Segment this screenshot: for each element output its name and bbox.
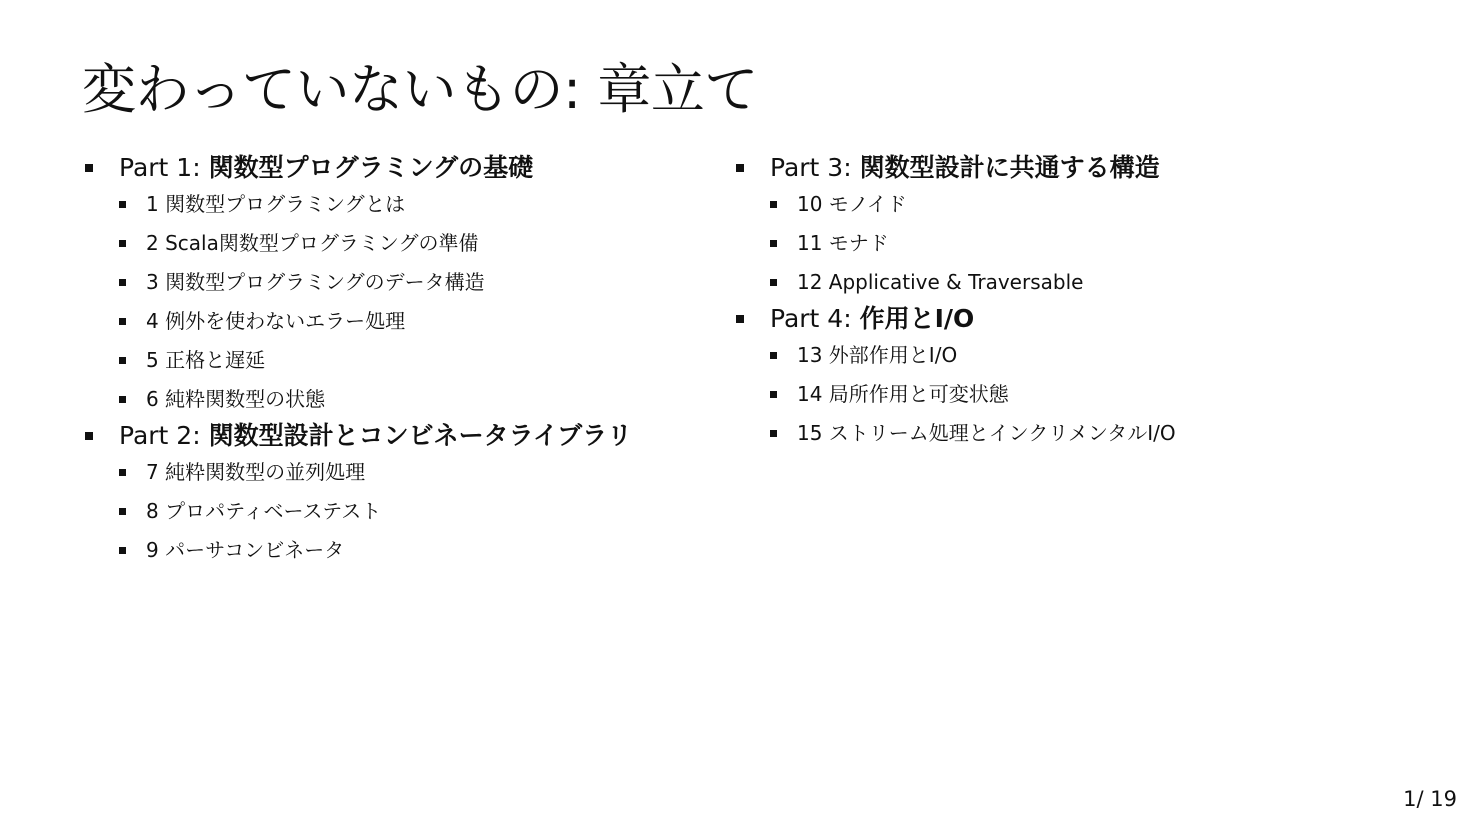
chapter-item xyxy=(119,268,722,297)
chapter-label: 12 Applicative & Traversable xyxy=(797,270,1084,294)
part-name: 関数型設計とコンビネータライブラリ xyxy=(208,421,633,450)
part-label: Part 2: xyxy=(119,421,209,450)
chapter-label: 6 純粋関数型の状態 xyxy=(146,387,326,411)
chapter-item xyxy=(119,307,722,336)
chapter-label: 7 純粋関数型の並列処理 xyxy=(146,460,366,484)
chapter-item xyxy=(119,536,722,565)
chapter-item xyxy=(119,346,722,375)
chapter-label: 11 モナド xyxy=(797,231,889,255)
chapter-bullet xyxy=(119,357,126,364)
chapter-label: 14 局所作用と可変状態 xyxy=(797,382,1009,406)
chapter-bullet xyxy=(770,201,777,208)
chapter-bullet xyxy=(119,396,126,403)
page-number: 1/ 19 xyxy=(1403,787,1457,811)
chapter-label: 3 関数型プログラミングのデータ構造 xyxy=(146,270,485,294)
part-heading xyxy=(770,301,1433,337)
part-label: Part 3: xyxy=(770,153,860,182)
chapter-item xyxy=(119,497,722,526)
chapter-bullet xyxy=(119,508,126,515)
chapter-bullet xyxy=(119,240,126,247)
part-name: 関数型プログラミングの基礎 xyxy=(208,153,534,182)
chapter-item xyxy=(770,341,1433,370)
chapter-bullet xyxy=(770,279,777,286)
part-2 xyxy=(82,418,722,565)
chapter-list xyxy=(119,190,722,414)
chapter-label: 13 外部作用とI/O xyxy=(797,343,958,367)
chapter-item xyxy=(119,458,722,487)
part-name: 作用とI/O xyxy=(859,304,975,333)
chapter-item xyxy=(119,190,722,219)
chapter-item xyxy=(770,229,1433,258)
part-bullet xyxy=(736,164,744,172)
chapter-bullet xyxy=(119,201,126,208)
chapter-label: 5 正格と遅延 xyxy=(146,348,266,372)
part-name: 関数型設計に共通する構造 xyxy=(859,153,1160,182)
chapter-bullet xyxy=(770,430,777,437)
part-heading xyxy=(119,418,722,454)
left-column xyxy=(82,150,722,569)
part-label: Part 1: xyxy=(119,153,209,182)
chapter-label: 15 ストリーム処理とインクリメンタルI/O xyxy=(797,421,1176,445)
chapter-bullet xyxy=(119,547,126,554)
chapter-label: 8 プロパティベーステスト xyxy=(146,499,382,523)
chapter-list xyxy=(770,190,1433,297)
part-label: Part 4: xyxy=(770,304,860,333)
chapter-bullet xyxy=(770,240,777,247)
chapter-bullet xyxy=(770,352,777,359)
chapter-item xyxy=(770,268,1433,297)
chapter-label: 4 例外を使わないエラー処理 xyxy=(146,309,406,333)
chapter-item xyxy=(770,380,1433,409)
chapter-bullet xyxy=(119,469,126,476)
part-bullet xyxy=(85,164,93,172)
chapter-label: 9 パーサコンビネータ xyxy=(146,538,345,562)
part-bullet xyxy=(85,432,93,440)
chapter-item xyxy=(770,190,1433,219)
part-1 xyxy=(82,150,722,414)
right-column xyxy=(733,150,1433,452)
chapter-label: 10 モノイド xyxy=(797,192,907,216)
part-4 xyxy=(733,301,1433,448)
chapter-item xyxy=(119,385,722,414)
chapter-bullet xyxy=(119,318,126,325)
chapter-bullet xyxy=(770,391,777,398)
slide-title: 変わっていないもの: 章立て xyxy=(82,58,758,121)
chapter-list xyxy=(119,458,722,565)
chapter-item xyxy=(119,229,722,258)
part-heading xyxy=(119,150,722,186)
part-heading xyxy=(770,150,1433,186)
chapter-bullet xyxy=(119,279,126,286)
chapter-item xyxy=(770,419,1433,448)
part-bullet xyxy=(736,315,744,323)
chapter-list xyxy=(770,341,1433,448)
part-3 xyxy=(733,150,1433,297)
chapter-label: 2 Scala関数型プログラミングの準備 xyxy=(146,231,479,255)
chapter-label: 1 関数型プログラミングとは xyxy=(146,192,406,216)
